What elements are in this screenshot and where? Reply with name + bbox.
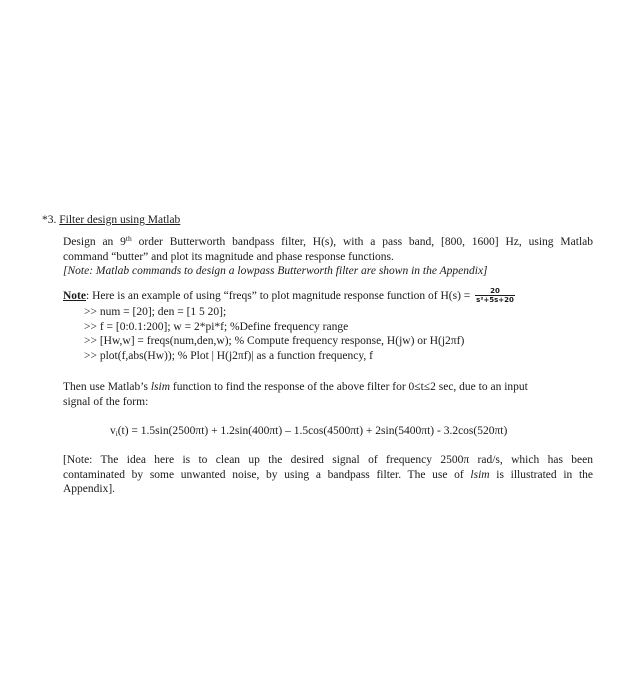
note-section [63, 288, 593, 363]
idea-line-3: Appendix]. [63, 483, 116, 495]
transfer-function-fraction [475, 287, 515, 304]
idea-line-2: contaminated by some unwanted noise, by using a bandpass filter. The use of lsim is illustrated in the [63, 468, 594, 481]
code-line-4: >> plot(f,abs(Hw)); % Plot | H(j2πf)| as a function frequency, f [84, 349, 373, 362]
problem-number: *3. [42, 214, 57, 226]
code-line-1: >> num = [20]; den = [1 5 20]; [84, 306, 227, 318]
design-line-3: [Note: Matlab commands to design a lowpass Butterworth filter are shown in the Appendix] [63, 265, 488, 277]
then-line-2: signal of the form: [63, 395, 149, 408]
design-line-2: command “butter” and plot its magnitude and phase response functions. [63, 250, 394, 263]
code-line-2: >> f = [0:0.1:200]; w = 2*pi*f; %Define frequency range [84, 320, 349, 333]
code-line-3: >> [Hw,w] = freqs(num,den,w); % Compute frequency response, H(jw) or H(j2πf) [84, 335, 465, 347]
note-label: Note [63, 290, 86, 303]
design-paragraph [63, 235, 593, 279]
idea-line-1: [Note: The idea here is to clean up the desired signal of frequency 2500π rad/s, which has been [63, 454, 593, 466]
fraction-denominator: s²+5s+20 [476, 296, 514, 304]
note-intro [63, 288, 593, 305]
note-intro-text: : Here is an example of using “freqs” to plot magnitude response function of H(s) = [86, 290, 471, 303]
problem-heading [42, 213, 180, 228]
then-line-1: Then use Matlab’s lsim function to find the response of the above filter for 0≤t≤2 sec, due to an input [63, 381, 528, 393]
design-line-1: Design an 9th order Butterworth bandpass filter, H(s), with a pass band, [800, 1600] Hz, using Matlab [63, 234, 593, 248]
then-paragraph [63, 380, 593, 409]
fraction-numerator: 20 [475, 287, 515, 296]
input-signal-formula: $v_i(t) = 1.5\sin(2500\pi t) + 1.2\sin(400\pi t) - 1.5\cos(4500\pi t) + 2\sin(5400\pi t) - 3.2\cos(520\pi t)$ [110, 425, 508, 438]
idea-note-paragraph [63, 453, 593, 497]
problem-title: Filter design using Matlab [59, 214, 181, 226]
